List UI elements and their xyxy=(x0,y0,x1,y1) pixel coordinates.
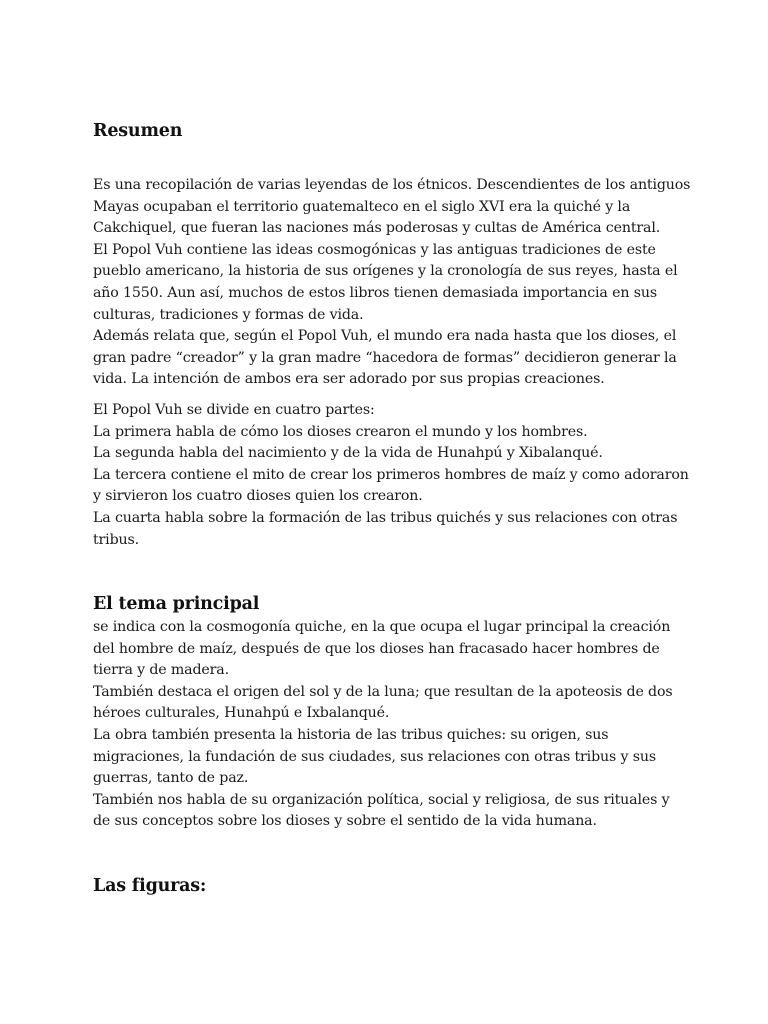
text-line: La cuarta habla sobre la formación de las tribus quichés y sus relaciones con otras xyxy=(93,509,678,526)
text-line: héroes culturales, Hunahpú e Ixbalanqué. xyxy=(93,705,390,722)
text-line: vida. La intención de ambos era ser adorado por sus propias creaciones. xyxy=(93,371,605,388)
resumen-paragraph xyxy=(93,175,690,391)
text-line: año 1550. Aun así, muchos de estos libros tienen demasiada importancia en sus xyxy=(93,284,657,301)
partes-paragraph xyxy=(93,400,689,551)
text-line: También nos habla de su organización política, social y religiosa, de sus rituales y xyxy=(93,791,670,808)
text-line: guerras, tanto de paz. xyxy=(93,770,249,787)
text-line: Mayas ocupaban el territorio guatemalteco en el siglo XVI era la quiché y la xyxy=(93,198,631,215)
text-line: pueblo americano, la historia de sus orígenes y la cronología de sus reyes, hasta el xyxy=(93,263,678,280)
text-line: del hombre de maíz, después de que los dioses han fracasado hacer hombres de xyxy=(93,640,660,657)
text-line: Cakchiquel, que fueran las naciones más poderosas y cultas de América central. xyxy=(93,220,661,237)
text-line: de sus conceptos sobre los dioses y sobre el sentido de la vida humana. xyxy=(93,813,597,830)
text-line: También destaca el origen del sol y de la luna; que resultan de la apoteosis de dos xyxy=(93,683,673,700)
text-line: Además relata que, según el Popol Vuh, el mundo era nada hasta que los dioses, el xyxy=(93,328,677,345)
section-heading-resumen: Resumen xyxy=(93,121,183,141)
text-line: La obra también presenta la historia de las tribus quiches: su origen, sus xyxy=(93,726,609,743)
text-line: tierra y de madera. xyxy=(93,662,229,679)
text-line: Es una recopilación de varias leyendas de los étnicos. Descendientes de los antiguos xyxy=(93,177,691,193)
text-line: La tercera contiene el mito de crear los primeros hombres de maíz y como adoraron xyxy=(93,466,689,483)
text-line: La segunda habla del nacimiento y de la vida de Hunahpú y Xibalanqué. xyxy=(93,445,603,462)
text-line: migraciones, la fundación de sus ciudades, sus relaciones con otras tribus y sus xyxy=(93,748,656,765)
section-heading-figuras: Las figuras: xyxy=(93,876,207,896)
text-line: tribus. xyxy=(93,531,139,548)
text-line: La primera habla de cómo los dioses crearon el mundo y los hombres. xyxy=(93,423,588,440)
text-line: culturas, tradiciones y formas de vida. xyxy=(93,306,364,323)
text-line: El Popol Vuh se divide en cuatro partes: xyxy=(93,402,375,418)
text-line: El Popol Vuh contiene las ideas cosmogónicas y las antiguas tradiciones de este xyxy=(93,241,656,258)
text-line: se indica con la cosmogonía quiche, en la que ocupa el lugar principal la creación xyxy=(93,619,671,635)
text-line: y sirvieron los cuatro dioses quien los crearon. xyxy=(93,488,423,505)
text-line: gran padre “creador” y la gran madre “hacedora de formas” decidieron generar la xyxy=(93,349,677,366)
tema-paragraph xyxy=(93,617,673,833)
section-heading-tema-principal: El tema principal xyxy=(93,594,260,614)
